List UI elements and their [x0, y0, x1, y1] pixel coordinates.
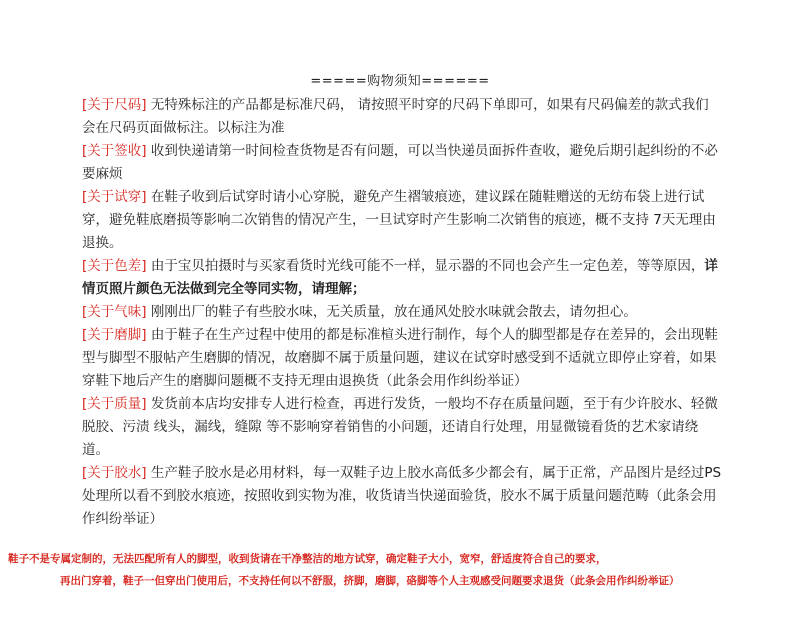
notice-title: =====购物须知====== — [310, 74, 490, 89]
section-chafing — [82, 324, 722, 393]
section-odor — [82, 301, 722, 324]
section-tag: [关于胶水] — [82, 465, 147, 481]
section-text: 由于鞋子在生产过程中使用的都是标准楦头进行制作，每个人的脚型都是存在差异的，会出现鞋型与脚型不服帖产生磨脚的情况，故磨脚不属于质量问题，建议在试穿时感受到不适就立即停止穿着，如果穿鞋下地后产生的磨脚问题概不支持无理由退换货（此条会用作纠纷举证） — [82, 327, 718, 389]
section-quality — [82, 393, 722, 462]
section-text: 无特殊标注的产品都是标准尺码， 请按照平时穿的尺码下单即可，如果有尺码偏差的款式我们会在尺码页面做标注。以标注为准 — [82, 97, 709, 136]
section-tag: [关于试穿] — [82, 189, 147, 205]
footer-line-1: 鞋子不是专属定制的，无法匹配所有人的脚型，收到货请在干净整洁的地方试穿，确定鞋子大小，宽窄，舒适度符合自己的要求， — [8, 553, 607, 565]
section-color-difference — [82, 255, 722, 301]
section-size — [82, 94, 722, 140]
section-text: 发货前本店均安排专人进行检查，再进行发货，一般均不存在质量问题，至于有少许胶水、轻微脱胶、污渍 线头，漏线，缝隙 等不影响穿着销售的小问题，还请自行处理，用显微镜看货的艺术家请绕道。 — [82, 396, 718, 458]
section-text: 收到快递请第一时间检查货物是否有问题，可以当快递员面拆件查收，避免后期引起纠纷的不必要麻烦 — [82, 143, 718, 182]
section-tag: [关于磨脚] — [82, 327, 147, 343]
section-tag: [关于签收] — [82, 143, 147, 159]
section-text: 由于宝贝拍摄时与买家看货时光线可能不一样，显示器的不同也会产生一定色差，等等原因， — [150, 258, 705, 274]
footer-line-2: 再出门穿着，鞋子一但穿出门使用后，不支持任何以不舒服，挤脚，磨脚，硌脚等个人主观感受问题要求退货（此条会用作纠纷举证） — [60, 575, 680, 587]
section-receipt — [82, 140, 722, 186]
section-tag: [关于色差] — [82, 258, 147, 274]
section-try-on — [82, 186, 722, 255]
section-bold-text: 详情页照片颜色无法做到完全等同实物，请理解； — [82, 258, 718, 297]
footer-warning — [8, 548, 792, 592]
section-text: 生产鞋子胶水是必用材料，每一双鞋子边上胶水高低多少都会有，属于正常，产品图片是经过PS处理所以看不到胶水痕迹，按照收到实物为准，收货请当快递面验货，胶水不属于质量问题范畴（此条会用作纠纷举证） — [82, 465, 722, 527]
section-text: 在鞋子收到后试穿时请小心穿脱，避免产生褶皱痕迹，建议踩在随鞋赠送的无纺布袋上进行试穿，避免鞋底磨损等影响二次销售的情况产生，一旦试穿时产生影响二次销售的痕迹，概不支持 7天无理由退换。 — [82, 189, 716, 251]
section-tag: [关于质量] — [82, 396, 147, 412]
notice-body — [82, 94, 722, 531]
section-glue — [82, 462, 722, 531]
section-tag: [关于尺码] — [82, 97, 147, 113]
section-tag: [关于气味] — [82, 304, 147, 320]
section-text: 刚刚出厂的鞋子有些胶水味，无关质量，放在通风处胶水味就会散去，请勿担心。 — [150, 304, 637, 320]
